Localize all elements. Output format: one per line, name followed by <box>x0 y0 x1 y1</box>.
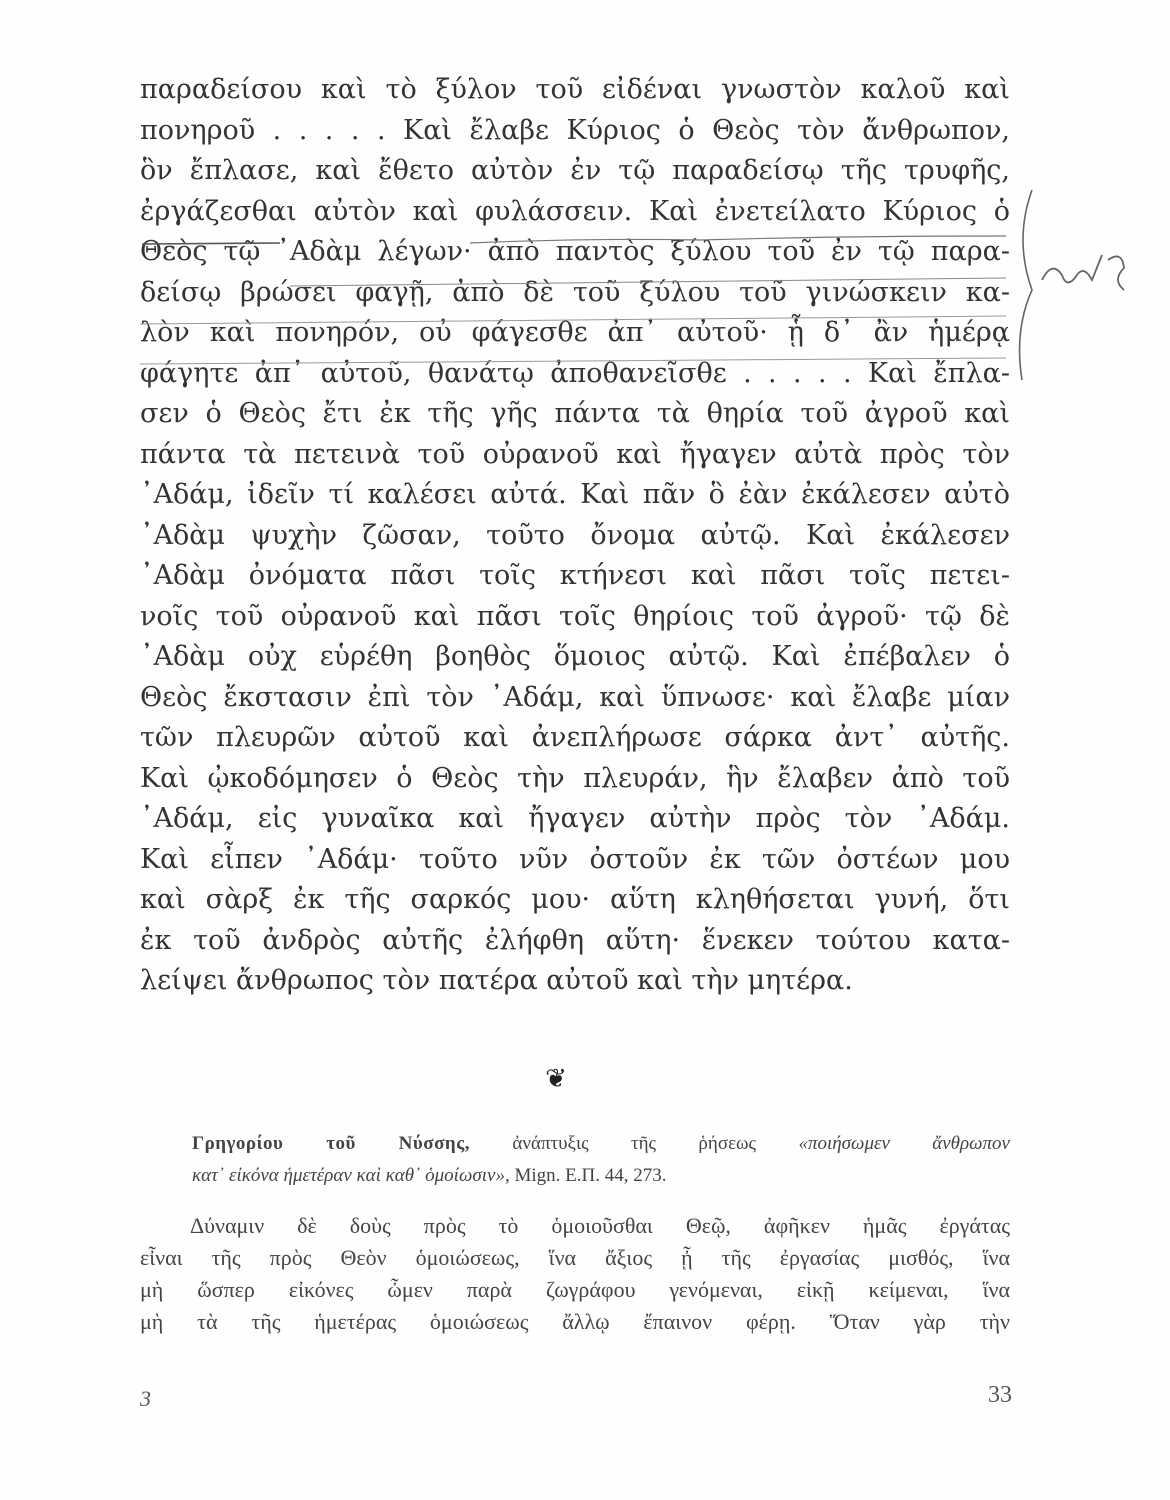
second-text-block <box>140 1210 1010 1338</box>
main-text-line: Θεὸς τῷ ᾿Αδὰμ λέγων· ἀπὸ παντὸς ξύλου τοῦ ἐν τῷ παρα- <box>140 236 1010 267</box>
main-text-line: ἐργάζεσθαι αὐτὸν καὶ φυλάσσειν. Καὶ ἐνετείλατο Κύριος ὁ <box>140 195 1010 227</box>
second-text-line: εἶναι τῆς πρὸς Θεὸν ὁμοιώσεως, ἵνα ἄξιος ᾖ τῆς ἐργασίας μισθός, ἵνα <box>140 1245 1010 1270</box>
citation-author: Γρηγορίου τοῦ Νύσσης, <box>192 1133 470 1154</box>
main-text-line: ᾿Αδὰμ ψυχὴν ζῶσαν, τοῦτο ὄνομα αὐτῷ. Καὶ ἐκάλεσεν <box>140 519 1010 551</box>
main-text-line: πάντα τὰ πετεινὰ τοῦ οὐρανοῦ καὶ ἤγαγεν αὐτὰ πρὸς τὸν <box>140 438 1010 470</box>
handwritten-margin-note <box>1012 180 1162 390</box>
main-text-line: Καὶ ᾠκοδόμησεν ὁ Θεὸς τὴν πλευράν, ἣν ἔλαβεν ἀπὸ τοῦ <box>140 762 1010 794</box>
footer-signature-mark: 3 <box>140 1386 151 1411</box>
main-text-line: φάγητε ἀπ᾿ αὐτοῦ, θανάτῳ ἀποθανεῖσθε . . . . . Καὶ ἔπλα- <box>140 357 1010 389</box>
citation-text: ἀνάπτυξις τῆς ῥήσεως <box>512 1133 757 1154</box>
second-text-line: μὴ τὰ τῆς ἡμετέρας ὁμοιώσεως ἄλλῳ ἔπαινον φέρῃ. Ὅταν γὰρ τὴν <box>140 1309 1010 1334</box>
main-text-line: καὶ σὰρξ ἐκ τῆς σαρκός μου· αὕτη κληθήσεται γυνή, ὅτι <box>140 884 1010 915</box>
main-text-line: Θεὸς ἔκστασιν ἐπὶ τὸν ᾿Αδάμ, καὶ ὕπνωσε· καὶ ἔλαβε μίαν <box>140 681 1010 713</box>
main-text-line: λείψει ἄνθρωπος τὸν πατέρα αὐτοῦ καὶ τὴν μητέρα. <box>140 965 853 996</box>
main-text-line: Καὶ εἶπεν ᾿Αδάμ· τοῦτο νῦν ὀστοῦν ἐκ τῶν ὀστέων μου <box>140 843 1010 875</box>
main-text-line: πονηροῦ . . . . . Καὶ ἔλαβε Κύριος ὁ Θεὸς τὸν ἄνθρωπον, <box>140 114 1010 146</box>
main-text-line: ᾿Αδὰμ ὀνόματα πᾶσι τοῖς κτήνεσι καὶ πᾶσι τοῖς πετει- <box>140 560 1010 591</box>
main-text-line: ᾿Αδάμ, εἰς γυναῖκα καὶ ἤγαγεν αὐτὴν πρὸς τὸν ᾿Αδάμ. <box>140 803 1010 834</box>
citation-quote-1: «ποιήσωμεν ἄνθρωπον <box>798 1133 1010 1154</box>
main-text-line: ᾿Αδάμ, ἰδεῖν τί καλέσει αὐτά. Καὶ πᾶν ὃ ἐὰν ἐκάλεσεν αὐτὸ <box>140 479 1010 510</box>
main-text-line: τῶν πλευρῶν αὐτοῦ καὶ ἀνεπλήρωσε σάρκα ἀντ᾿ αὐτῆς. <box>140 722 1010 753</box>
second-text-line: μὴ ὥσπερ εἰκόνες ὦμεν παρὰ ζωγράφου γενόμεναι, εἰκῇ κείμεναι, ἵνα <box>140 1277 1010 1302</box>
main-text-line: σεν ὁ Θεὸς ἔτι ἐκ τῆς γῆς πάντα τὰ θηρία τοῦ ἀγροῦ καὶ <box>140 398 1010 429</box>
main-text-line: δείσῳ βρώσει φαγῇ, ἀπὸ δὲ τοῦ ξύλου τοῦ γινώσκειν κα- <box>140 276 1010 308</box>
citation-reference: Mign. Ε.Π. 44, 273. <box>514 1165 667 1186</box>
margin-note-text: ἔως <box>1152 300 1154 301</box>
main-text-line: ἐκ τοῦ ἀνδρὸς αὐτῆς ἐλήφθη αὕτη· ἕνεκεν τούτου κατα- <box>140 924 1010 956</box>
citation-quote-2: κατ᾿ εἰκόνα ἡμετέραν καὶ καθ᾿ ὁμοίωσιν», <box>192 1165 510 1186</box>
main-text-line: λὸν καὶ πονηρόν, οὐ φάγεσθε ἀπ᾿ αὐτοῦ· ᾗ δ᾿ ἂν ἡμέρᾳ <box>140 317 1010 348</box>
main-text-line: νοῖς τοῦ οὐρανοῦ καὶ πᾶσι τοῖς θηρίοις τοῦ ἀγροῦ· τῷ δὲ <box>140 600 1010 632</box>
main-text-line: παραδείσου καὶ τὸ ξύλον τοῦ εἰδέναι γνωστὸν καλοῦ καὶ <box>140 74 1010 105</box>
page-number: 33 <box>988 1382 1012 1408</box>
main-text-line: ὃν ἔπλασε, καὶ ἔθετο αὐτὸν ἐν τῷ παραδείσῳ τῆς τρυφῆς, <box>140 155 1010 186</box>
citation-block <box>192 1128 1010 1192</box>
main-text-line: ᾿Αδὰμ οὐχ εὑρέθη βοηθὸς ὅμοιος αὐτῷ. Καὶ ἐπέβαλεν ὁ <box>140 641 1010 672</box>
second-text-line: Δύναμιν δὲ δοὺς πρὸς τὸ ὁμοιοῦσθαι Θεῷ, ἀφῆκεν ἡμᾶς ἐργάτας <box>190 1213 1010 1238</box>
main-text-block <box>140 70 1010 1002</box>
ornament-icon: ❦ <box>545 1064 567 1094</box>
